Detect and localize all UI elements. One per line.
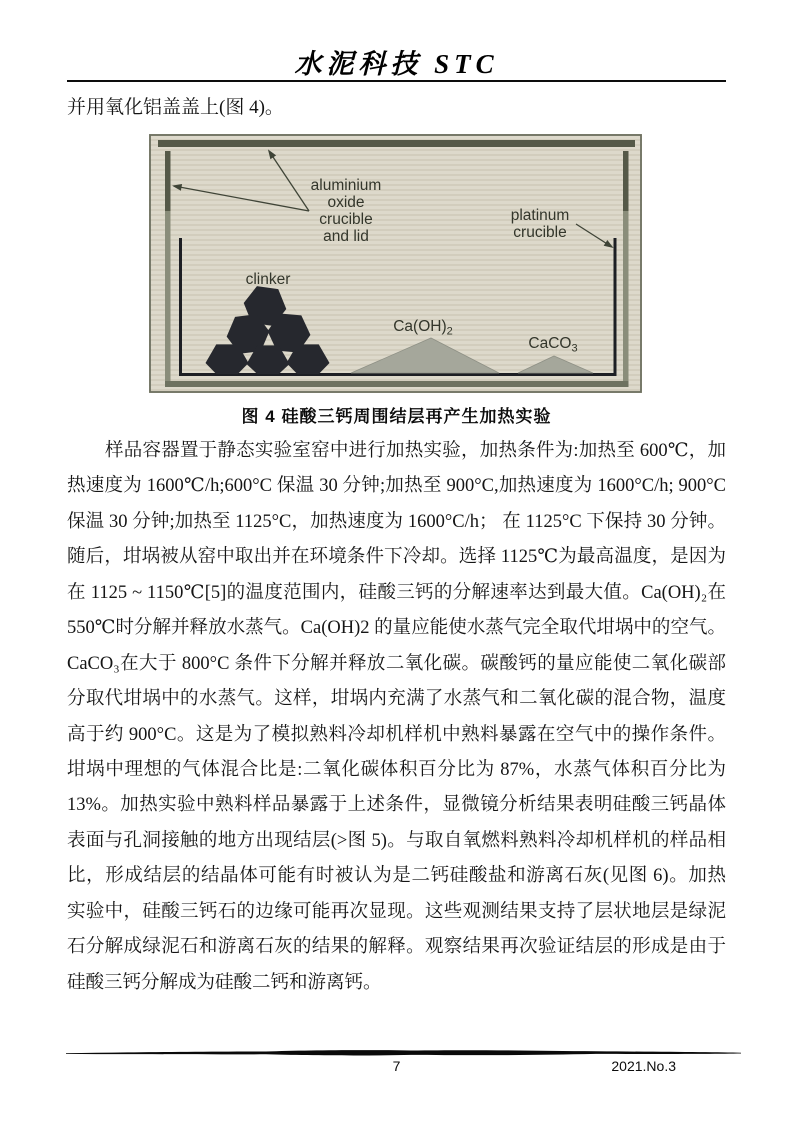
figure-caption: 图 4 硅酸三钙周围结层再产生加热实验 (241, 407, 552, 426)
paragraph-line: 表面与孔洞接触的地方出现结层(>图 5)。与取自氧燃料熟料冷却机样机的样品相 (67, 830, 726, 851)
paragraph-line: 13%。加热实验中熟料样品暴露于上述条件，显微镜分析结果表明硅酸三钙晶体 (67, 795, 726, 816)
footer-rule (66, 1049, 741, 1058)
paragraph-line: 硅酸三钙分解成为硅酸二钙和游离钙。 (67, 972, 382, 993)
journal-title: 水泥科技 STC (294, 49, 499, 79)
page-number: 7 (392, 1058, 401, 1074)
arrowhead-lid (269, 151, 275, 158)
alumina-wall-right-top (623, 151, 629, 211)
label-platinum-line2: crucible (513, 224, 567, 241)
paragraph-line: 高于约 900°C。这是为了模拟熟料冷却机样机中熟料暴露在空气中的操作条件。 (67, 724, 726, 745)
arrowhead-platinum (605, 241, 612, 247)
paragraph-line: 保温 30 分钟;加热至 1125°C，加热速度为 1600°C/h； 在 1125°C 下保持 30 分钟。 (67, 511, 726, 532)
paragraph-line: 实验中，硅酸三钙石的边缘可能再次显现。这些观测结果支持了层状地层是绿泥 (67, 901, 726, 922)
paragraph-line: 石分解成绿泥石和游离石灰的结果的解释。观察结果再次验证结层的形成是由于 (67, 937, 726, 958)
figure-crucible-diagram (149, 134, 642, 393)
label-aluminium-line2: oxide (327, 194, 365, 211)
clinker-pile (206, 285, 330, 374)
label-aluminium-line1: aluminium (310, 177, 382, 194)
arrow-to-lid (269, 151, 309, 211)
intro-text: 并用氧化铝盖盖上(图 4)。 (67, 97, 284, 118)
paragraph-line: 随后，坩埚被从窑中取出并在环境条件下冷却。选择 1125℃为最高温度，是因为 (67, 547, 726, 568)
paragraph (67, 434, 726, 1001)
label-caoh2 (393, 318, 453, 338)
label-clinker: clinker (245, 271, 291, 288)
caoh2-pile (351, 338, 499, 373)
paragraph-line: CaCO₃在大于 800°C 条件下分解并释放二氧化碳。碳酸钙的量应能使二氧化碳部 (67, 653, 726, 674)
paragraph-line: 热速度为 1600℃/h;600°C 保温 30 分钟;加热至 900°C,加热速度为 1600°C/h; 900°C (67, 476, 726, 497)
label-caco3-sub: 3 (571, 342, 578, 355)
label-aluminium-line4: and lid (323, 228, 369, 245)
paragraph-line: 比，形成结层的结晶体可能有时被认为是二钙硅酸盐和游离石灰(见图 6)。加热 (67, 866, 726, 887)
paragraph-line: 样品容器置于静态实验室窑中进行加热实验，加热条件为:加热至 600℃，加 (105, 441, 726, 461)
alumina-lid (158, 140, 635, 147)
footer-rule-stroke (66, 1050, 741, 1055)
alumina-wall-left-top (165, 151, 171, 211)
label-caoh2-main: Ca(OH) (393, 318, 447, 335)
arrowhead-left-wall (174, 185, 181, 190)
arrow-to-left-wall (174, 186, 309, 211)
label-caco3-main: CaCO (528, 335, 572, 352)
paragraph-line: 坩埚中理想的气体混合比是:二氧化碳体积百分比为 87%，水蒸气体积百分比为 (67, 759, 726, 780)
alumina-bottom (165, 381, 629, 387)
label-aluminium-line3: crucible (319, 211, 373, 228)
paragraph-line: 分取代坩埚中的水蒸气。这样，坩埚内充满了水蒸气和二氧化碳的混合物，温度 (67, 689, 726, 710)
issue-number: 2021.No.3 (611, 1058, 676, 1074)
paragraph-line: 在 1125 ~ 1150℃[5]的温度范围内，硅酸三钙的分解速率达到最大值。Ca(OH)₂在 (67, 582, 726, 603)
label-caco3 (528, 335, 577, 355)
header-rule (67, 80, 726, 82)
label-caoh2-sub: 2 (446, 325, 453, 338)
label-platinum-line1: platinum (510, 207, 570, 224)
paragraph-line: 550℃时分解并释放水蒸气。Ca(OH)2 的量应能使水蒸气完全取代坩埚中的空气。 (67, 618, 726, 639)
caco3-pile (518, 356, 593, 373)
